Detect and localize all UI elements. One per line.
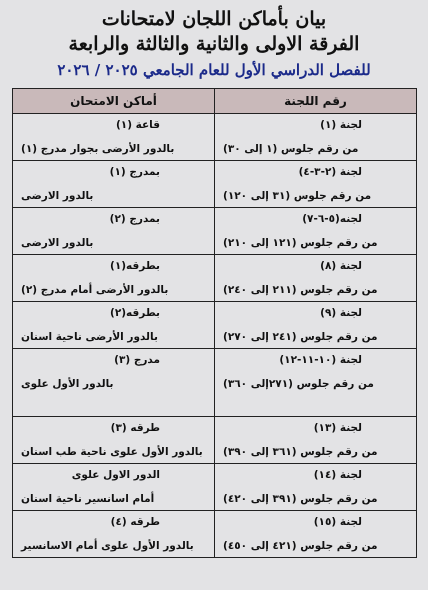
title-line-3: للفصل الدراسي الأول للعام الجامعي ٢٠٢٥ / ٢٠٢٦ [57,61,371,79]
location-detail: بالدور الارضى [21,190,94,202]
table-row [13,302,417,349]
seat-range: من رقم جلوس (٣١ إلى ١٢٠) [223,190,372,202]
location-room: الدور الاول علوى [71,469,160,481]
table-row [13,255,417,302]
table-row [13,349,417,417]
location-room: بمدرج (٢) [109,213,160,225]
committee-cell [215,302,417,349]
committee-number: لجنة (١٣) [313,422,362,434]
title-line-2: الفرقة الاولى والثانية والثالثة والرابعة [68,33,360,55]
exam-locations-table [12,88,417,558]
committee-number: لجنة (٨) [320,260,362,272]
seat-range: من رقم جلوس (٢٧١إلى ٣٦٠) [223,378,374,390]
title-line-1: بيان بأماكن اللجان لامتحانات [101,8,327,30]
seat-range: من رقم جلوس (٢١١ إلى ٢٤٠) [223,284,378,296]
location-detail: بالدور الأرضى بجوار مدرج (١) [21,143,175,155]
location-cell [13,417,215,464]
table-row [13,417,417,464]
seat-range: من رقم جلوس (٣٩١ إلى ٤٢٠) [223,493,378,505]
table-row [13,114,417,161]
committee-cell [215,464,417,511]
header-location: أماكن الامتحان [13,89,215,114]
location-room: طرقه (٣) [110,422,160,434]
committee-cell [215,417,417,464]
location-detail: بالدور الأرضى ناحية اسنان [21,331,158,343]
committee-cell [215,255,417,302]
seat-range: من رقم جلوس (١٢١ إلى ٢١٠) [223,237,378,249]
committee-cell [215,114,417,161]
table-row [13,208,417,255]
committee-number: لجنة (١٤) [313,469,362,481]
location-cell [13,114,215,161]
location-cell [13,302,215,349]
location-cell [13,349,215,417]
table-row [13,511,417,558]
location-cell [13,464,215,511]
location-cell [13,255,215,302]
location-room: بطرقه(١) [110,260,160,272]
seat-range: من رقم جلوس (١ إلى ٣٠) [223,143,359,155]
seat-range: من رقم جلوس (٤٢١ إلى ٤٥٠) [223,540,378,552]
committee-cell [215,208,417,255]
location-cell [13,208,215,255]
location-cell [13,511,215,558]
location-detail: بالدور الأرضى أمام مدرج (٢) [21,284,169,296]
location-detail: بالدور الارضى [21,237,94,249]
location-room: بطرقه(٢) [110,307,160,319]
location-room: قاعة (١) [115,119,160,131]
location-detail: أمام اسانسير ناحية اسنان [21,493,155,505]
committee-number: لجنة (١) [320,119,362,131]
committee-cell [215,161,417,208]
location-detail: بالدور الأول علوى أمام الاسانسير [21,540,194,552]
committee-cell [215,349,417,417]
location-detail: بالدور الأول علوى [21,378,114,390]
committee-number: لجنة (٢-٣-٤) [298,166,362,178]
location-cell [13,161,215,208]
committee-number: لجنة (٩) [320,307,362,319]
committee-number: لجنه(٥-٦-٧) [302,213,362,225]
location-detail: بالدور الأول علوى ناحية طب اسنان [21,446,203,458]
seat-range: من رقم جلوس (٢٤١ إلى ٢٧٠) [223,331,378,343]
committee-number: لجنة (١٠-١١-١٢) [279,354,362,366]
header-committee: رقم اللجنة [215,89,417,114]
location-room: مدرج (٣) [114,354,160,366]
committee-number: لجنة (١٥) [313,516,362,528]
table-row [13,161,417,208]
seat-range: من رقم جلوس (٣٦١ إلى ٣٩٠) [223,446,378,458]
location-room: بمدرج (١) [109,166,160,178]
location-room: طرقه (٤) [110,516,160,528]
table-row [13,464,417,511]
committee-cell [215,511,417,558]
